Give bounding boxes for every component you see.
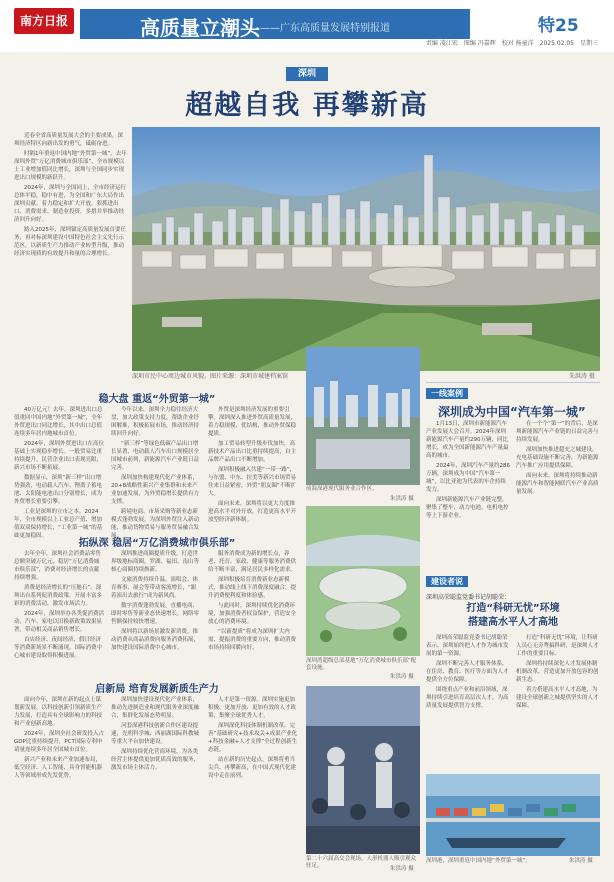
photo-caption: 前海深港现代服务业合作区。	[306, 486, 378, 492]
section-heading: 启新局 培育发展新质生产力	[95, 684, 219, 695]
photo-port	[426, 774, 600, 856]
paragraph: 消费是经济增长的“压舱石”。深圳出台系列促消费政策，开展丰富多彩的消费活动，激发市场活力。	[14, 585, 103, 607]
text-column	[516, 634, 600, 770]
divider	[426, 382, 600, 383]
city-tag: 深圳	[286, 67, 328, 81]
paragraph: 2024年，深圳汽车产量约286万辆，深圳成为中国“汽车第一城”，以比亚迪为代表的车企持续发力。	[426, 463, 510, 493]
paragraph: 深圳推进商圈提质升级，打造世界级地标商圈，罗湖、福田、南山等核心商圈持续焕新。	[111, 551, 200, 573]
section-heading: 拓纵深 稳居“万亿消费城市俱乐部”	[78, 538, 236, 549]
city-skyline-image	[132, 127, 600, 371]
paragraph: 河套深港科技创新合作区建设提速，光明科学城、西丽湖国际科教城等重大平台加快建设。	[111, 723, 200, 745]
interview-tag: 建设者说	[426, 576, 468, 587]
paragraph: 2024年，深圳举办各类促消费活动，汽车、家电以旧换新政策效果显著，带动相关商品销售增长。	[14, 611, 104, 633]
text-column	[208, 550, 300, 670]
paragraph: 人才是第一资源。深圳实施更加积极、更加开放、更加有效的人才政策，集聚全球优秀人才。	[208, 697, 297, 719]
paragraph: 2024年，深圳外贸进出口在高位基础上实现稳步增长。一般贸易比重持续提升，民营企业出口表现亮眼，新兴市场不断拓展。	[14, 441, 104, 471]
main-headline: 超越自我 再攀新高	[185, 90, 429, 121]
text-column	[14, 696, 104, 872]
paragraph: 深圳高荣聪监党委书记胡聪荣表示，深圳始终把人才作为城市发展的第一资源。	[426, 635, 509, 657]
paragraph: 面向今年，深圳在新的起点上谋划新发展，以科技创新引领新质生产力发展，打造具有全球影响力的科技和产业创新高地。	[14, 697, 103, 727]
paragraph: 跨境电商、市场采购等新业态新模式蓬勃发展，为深圳外贸注入新动能，推动货物贸易与服务贸易融合发展。	[111, 509, 200, 539]
case-tag: 一线案例	[426, 388, 468, 399]
paragraph: 站在新的历史起点，深圳将勇当尖兵、再攀新高，在中国式现代化建设中走在前列。	[208, 757, 297, 779]
intro-text	[14, 132, 127, 372]
paragraph: 着力搭建高水平人才高地，为建设全球创新之城提供坚实的人才保障。	[516, 687, 599, 709]
photo-hitech-fair	[306, 686, 420, 854]
paragraph: 今年以来，深圳全力稳住经济大盘，加大政策支持力度，帮助企业纾困解难，积极拓展市场，推动经济持续回升向好。	[111, 407, 200, 437]
interview-subheading: 深圳高荣聪监党委书记胡聪荣：	[426, 594, 511, 601]
paragraph: 数据显示，深圳“新三样”出口增势强劲，电动载人汽车、锂离子蓄电池、太阳能电池出口分别增长，成为外贸增长重要引擎。	[14, 475, 103, 505]
page-content	[14, 54, 600, 874]
paragraph: 深圳积极培育消费新业态新模式，推动线上线下消费深度融合，提升消费便利度和体验感。	[208, 577, 297, 599]
paragraph: 深圳加快构建现代化产业体系，20+8战略性新兴产业集群和未来产业加速发展，为外贸稳增长提供有力支撑。	[111, 475, 200, 505]
photo-credit: 朱洪涛 摄	[390, 674, 414, 680]
text-column	[208, 696, 300, 872]
photo-credit: 朱洪涛 摄	[390, 866, 414, 872]
photo-qianhai	[306, 347, 420, 485]
text-column	[426, 420, 510, 570]
paragraph: 深圳加快建设现代化产业体系，推动先进制造业和现代服务业深度融合，集群化发展态势明显。	[111, 697, 200, 719]
paragraph: 深圳积极融入共建“一带一路”，与东盟、中东、拉美等新兴市场贸易往来日益紧密，外贸“朋友圈”不断扩大。	[208, 467, 297, 497]
paragraph: 深圳将以新场景激发新消费，推动消费从商品消费向服务消费拓展，加快建设国际消费中心城市。	[111, 629, 200, 651]
paragraph: 在一个个“第一”的背后，是深圳新能源汽车产业链的日益完善与持续发展。	[516, 421, 599, 443]
section-heading: 稳大盘 重返“外贸第一城”	[98, 394, 216, 405]
intro-paragraph: 踏入2025年，深圳锚定高质量发展首要任务，再对标深圳建设中国特色社会主义先行示范区，以新质生产力推动产业转型升级，推动经济实现质的有效提升和量的合理增长。	[14, 227, 126, 257]
text-column	[426, 634, 510, 770]
paragraph: 1月13日，深圳市新能源汽车产业发展大会召开。2024年深圳新能源汽车产量约290万辆，同比增长，成为全国新能源汽车产量最高的城市。	[426, 421, 509, 459]
photo-superheadquarters	[306, 506, 420, 656]
text-column	[111, 550, 201, 670]
paragraph: “新三样”等绿色低碳产品出口增长显著，电动载人汽车出口规模居全国城市前列，新能源汽车产业链日益完善。	[111, 441, 200, 471]
paragraph: 新兴产业和未来产业加速布局，低空经济、人工智能、具身智能机器人等领域形成先发优势。	[14, 757, 103, 779]
paragraph: 围绕重点产业和前沿领域，深圳持续引进培育高层次人才，为高质量发展提供智力支撑。	[426, 687, 509, 709]
intro-paragraph: 近春全省高质量发展大会的主要成果，深圳经济特区向新出发的勇气，砥砺奋进。	[14, 133, 124, 147]
photo-credit: 朱洪涛 摄	[390, 496, 414, 502]
text-column	[111, 696, 201, 872]
editor-meta: 责编 凌江宏 图编 冯嘉辉 校对 杨童洋 2025.02.05 星期三	[425, 40, 598, 47]
paragraph: 与此同时，深圳持续优化消费环境，加强消费者权益保护，营造安全放心的消费环境。	[208, 603, 297, 625]
paragraph: 文旅消费持续升温，演唱会、体育赛事、展会等带动客流增长，“跟着演出去旅行”成为新风尚。	[111, 577, 199, 599]
section-subtitle: ——广东高质量发展特别报道	[260, 23, 390, 34]
paragraph: 面向未来，深圳将以更大力度推进高水平对外开放，打造更高水平开放型经济新体制。	[208, 501, 297, 523]
page-number: 特25	[538, 16, 579, 36]
paragraph: 深圳加快推进超充之城建设，充电基础设施不断完善，为新能源汽车推广应用提供保障。	[516, 447, 599, 469]
paragraph: 服务消费成为新的增长点，养老、托育、家政、健康等服务消费供给不断丰富，满足居民多样化需求。	[208, 551, 297, 573]
section-title: 高质量立潮头	[140, 16, 260, 40]
text-column	[208, 406, 300, 528]
photo-caption: 深圳港，深圳重返中国内地“外贸第一城”。	[426, 858, 531, 864]
interview-heading-line2: 搭建高水平人才高地	[468, 617, 558, 628]
photo-credit: 朱洪涛 摄	[569, 858, 593, 864]
text-column	[516, 420, 600, 570]
paragraph: 40万亿元！去年，深圳进出口总值重回中国内地“外贸第一城”，全年外贸进出口同比增长，其中出口总值连续多年居内地城市首位。	[14, 407, 103, 437]
paragraph: 打造“科研无忧”环境，让科研人员心无旁骛搞科研，是深圳人才工作的重要目标。	[516, 635, 599, 657]
case-heading: 深圳成为中国“汽车第一城”	[438, 405, 586, 419]
paragraph: 外贸是深圳经济发展的重要引擎。深圳深入推进外贸高质量发展，着力稳规模、优结构，推动外贸保稳提质。	[208, 407, 297, 437]
photo-caption: 深圳湾超级总部基地“万亿消费城市俱乐部”配套设施。	[306, 658, 417, 671]
paragraph: 深圳深化科技体制机制改革，完善“基础研究+技术攻关+成果产业化+科技金融+人才支撑”全过程创新生态链。	[208, 723, 298, 753]
interview-heading-line1: 打造“科研无忧”环境	[466, 603, 560, 614]
hero-credit: 朱洪涛 摄	[569, 373, 595, 380]
page-header	[0, 0, 614, 52]
hero-photo	[132, 127, 600, 371]
paragraph: “以新提质”将成为深圳扩大内需、提振消费的重要方向，推动消费市场持续回暖向好。	[208, 629, 297, 651]
paragraph: 深圳将持续深化人才发展体制机制改革，营造更加开放包容的创新生态。	[516, 661, 599, 683]
newspaper-logo: 南方日报	[14, 8, 74, 34]
paragraph: 深圳不断完善人才服务体系，在住房、教育、医疗等方面为人才提供全方位保障。	[426, 661, 509, 683]
paragraph: 面向未来，深圳将持续推动新能源汽车和智能网联汽车产业高质量发展。	[516, 473, 599, 495]
photo-caption: 第二十六届高交会现场，人形机器人吸引观众驻足。	[306, 856, 417, 869]
paragraph: 加工贸易转型升级步伐加快，高新技术产品出口比重持续提高，自主品牌产品出口不断增加。	[208, 441, 297, 463]
text-column	[111, 406, 201, 539]
paragraph: 深圳持续优化营商环境，为各类经营主体提供更加优质高效的服务，激发市场主体活力。	[111, 749, 200, 771]
paragraph: 去年全年，深圳社会消费品零售总额突破万亿元，稳居“万亿消费城市俱乐部”，消费对经济增长的贡献持续增强。	[14, 551, 102, 581]
paragraph: 工业是深圳的立市之本。2024年，全市规模以上工业总产值、增加值双双保持增长，“工业第一城”的基础更加稳固。	[14, 509, 103, 539]
text-column	[14, 406, 104, 539]
hero-caption: 深圳市民中心周边城市风貌。图片来源：深圳市城建档案馆	[132, 373, 289, 380]
intro-paragraph: 时隔1年重返中国内地“外贸第一城”，去年深圳外贸“万亿消费城市俱乐部”，全市规模以上工业增加值同比增长，深圳与全国同步实现进出口规模的新跃升。	[14, 151, 127, 181]
paragraph: 数字消费蓬勃发展，直播电商、即时零售等新业态快速增长，网络零售额保持较快增速。	[111, 603, 200, 625]
paragraph: 首店经济、夜间经济、假日经济等消费新场景不断涌现，国际消费中心城市建设取得积极进展。	[14, 637, 103, 659]
paragraph: 2024年，深圳全社会研发投入占GDP比重持续提升，PCT国际专利申请量连续多年居全国城市首位。	[14, 731, 104, 753]
paragraph: 深圳新能源汽车产业链完整，聚集了整车、动力电池、电机电控等上下游企业。	[426, 497, 509, 519]
intro-paragraph: 2024年，深圳与全国同上，全市经济运行总体平稳，稳中有进，为全国和广东大局作出深圳贡献。着力稳定和扩大开放，狠抓进出口、消费需求、制造业投资，多措并举推动经济回升向好。	[14, 185, 126, 223]
text-column	[14, 550, 104, 670]
